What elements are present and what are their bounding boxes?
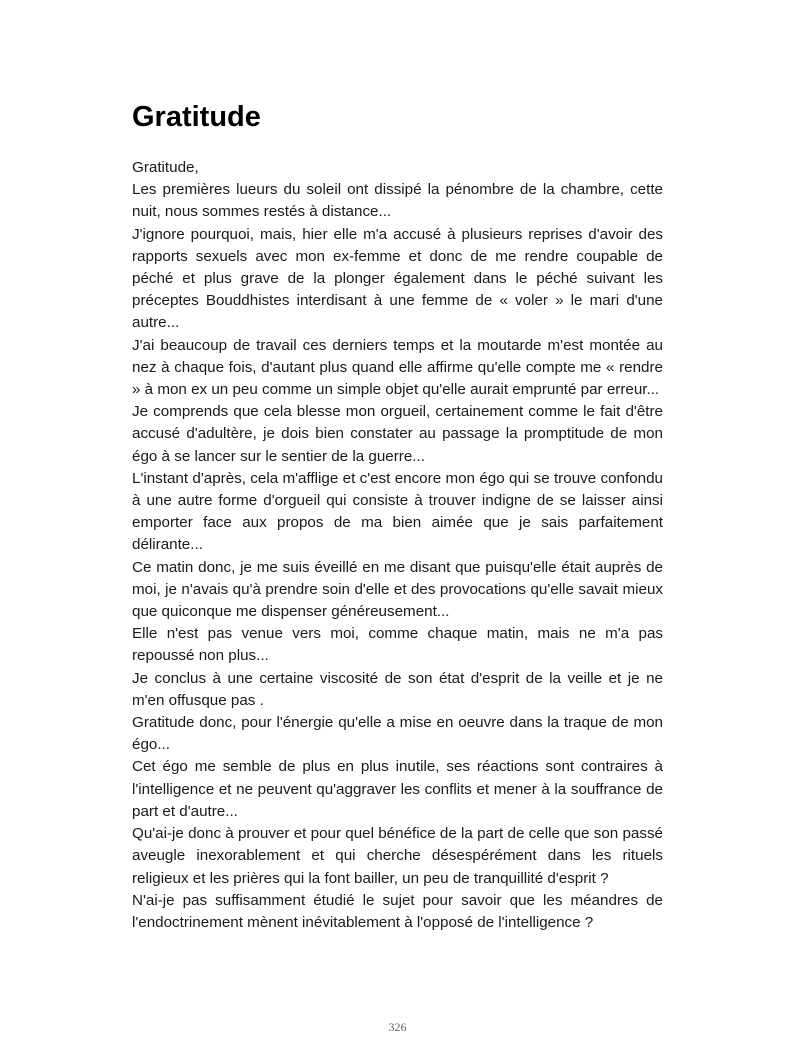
paragraph: Je comprends que cela blesse mon orgueil, certainement comme le fait d'être accusé d'adultère, je dois bien constater au passage la promptitude de mon égo à se lancer sur le sentier de la guerre... (132, 403, 663, 465)
paragraph-salutation: Gratitude, (132, 159, 199, 176)
paragraph: N'ai-je pas suffisamment étudié le sujet pour savoir que les méandres de l'endoctrinement mènent inévitablement à l'opposé de l'intelligence ? (132, 891, 663, 931)
body-text (132, 157, 663, 934)
page-number: 326 (388, 1020, 407, 1034)
paragraph: Gratitude donc, pour l'énergie qu'elle a mise en oeuvre dans la traque de mon égo... (132, 714, 663, 754)
paragraph: Je conclus à une certaine viscosité de son état d'esprit de la veille et je ne m'en offusque pas . (132, 669, 663, 709)
paragraph: Ce matin donc, je me suis éveillé en me disant que puisqu'elle était auprès de moi, je n'avais qu'à prendre soin d'elle et des provocations qu'elle savait mieux que quiconque me dispenser généreusement... (132, 558, 663, 621)
paragraph: J'ignore pourquoi, mais, hier elle m'a accusé à plusieurs reprises d'avoir des rapports sexuels avec mon ex-femme et donc de me rendre coupable de péché et plus grave de la plonger également dans le péché suivant les préceptes Bouddhistes interdisant à une femme de « voler » le mari d'une autre... (132, 225, 663, 332)
paragraph: Elle n'est pas venue vers moi, comme chaque matin, mais ne m'a pas repoussé non plus... (132, 625, 663, 665)
paragraph: J'ai beaucoup de travail ces derniers temps et la moutarde m'est montée au nez à chaque fois, d'autant plus quand elle affirme qu'elle compte me « rendre » à mon ex un peu comme un simple objet qu'elle aurait emprunté par erreur... (132, 336, 663, 399)
paragraph: Cet égo me semble de plus en plus inutile, ses réactions sont contraires à l'intelligence et ne peuvent qu'aggraver les conflits et mener à la souffrance de part et d'autre... (132, 758, 663, 820)
paragraph: Les premières lueurs du soleil ont dissipé la pénombre de la chambre, cette nuit, nous sommes restés à distance... (132, 181, 663, 221)
paragraph: L'instant d'après, cela m'afflige et c'est encore mon égo qui se trouve confondu à une autre forme d'orgueil qui consiste à trouver indigne de se laisser ainsi emporter face aux propos de ma bien aimée que je sais parfaitement délirante... (132, 469, 663, 554)
page-title: Gratitude (132, 101, 261, 133)
paragraph: Qu'ai-je donc à prouver et pour quel bénéfice de la part de celle que son passé aveugle inexorablement et qui cherche désespérément dans les rituels religieux et les prières qui la font bailler, un peu de tranquillité d'esprit ? (132, 825, 663, 887)
